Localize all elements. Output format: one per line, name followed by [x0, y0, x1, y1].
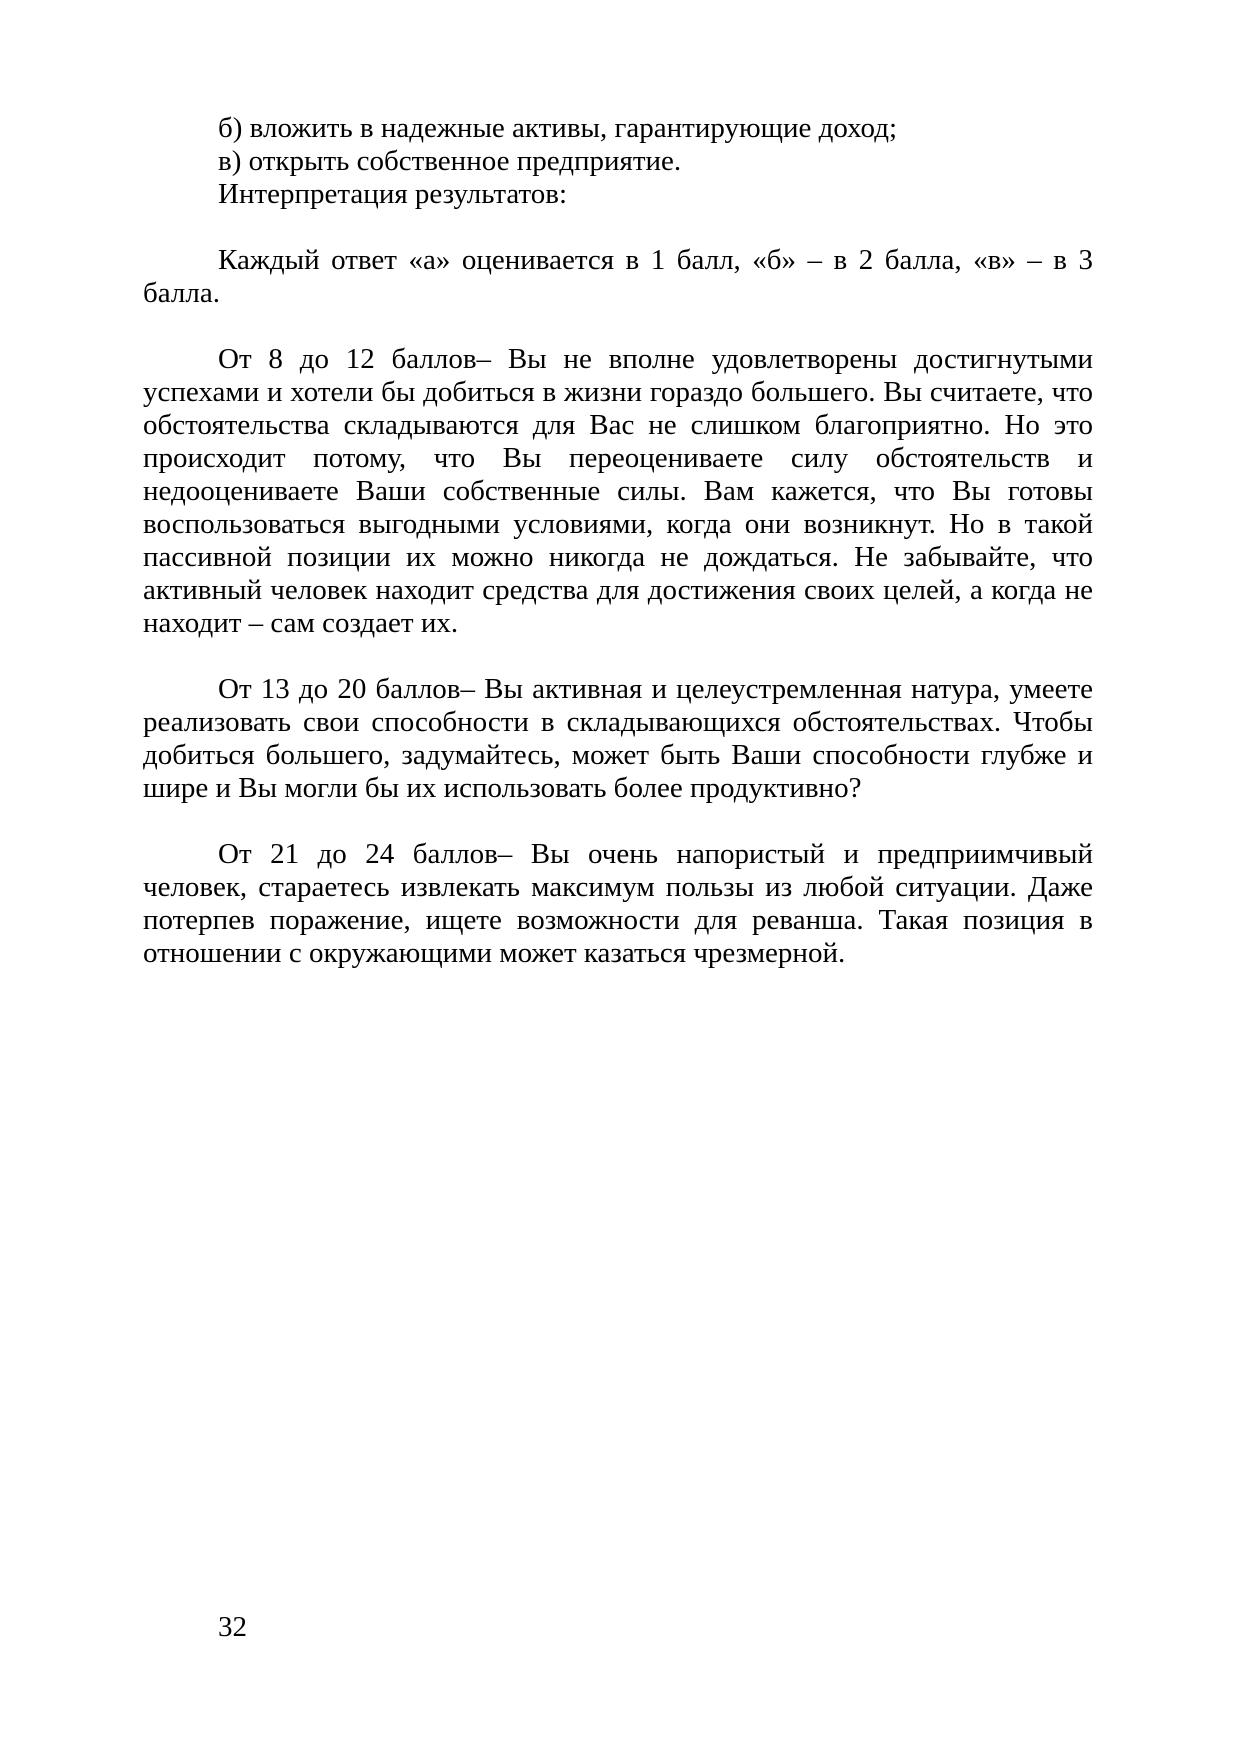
- page-number: 32: [218, 1611, 247, 1643]
- interpretation-heading: Интерпретация результатов:: [218, 178, 568, 210]
- paragraph-score-13-20: От 13 до 20 баллов– Вы активная и целеустремленная натура, умеете реализовать свои способности в складывающихся обстоятельствах. Чтобы добиться большего, задумайтесь, может быть Ваши способности глубже и шире и Вы могли бы их использовать более продуктивно?: [143, 673, 1093, 804]
- option-line-v: в) открыть собственное предприятие.: [218, 145, 682, 177]
- paragraph-score-21-24: От 21 до 24 баллов– Вы очень напористый и предприимчивый человек, стараетесь извлекать максимум пользы из любой ситуации. Даже потерпев поражение, ищете возможности для реванша. Такая позиция в отношении с окружающими может казаться чрезмерной.: [143, 838, 1093, 969]
- option-line-b: б) вложить в надежные активы, гарантирующие доход;: [218, 112, 898, 144]
- page-body-text: [143, 112, 1093, 970]
- paragraph-score-8-12: От 8 до 12 баллов– Вы не вполне удовлетворены достигнутыми успехами и хотели бы добиться в жизни гораздо большего. Вы считаете, что обстоятельства складываются для Вас не слишком благоприятно. Но это происходит потому, что Вы переоцениваете силу обстоятельств и недооцениваете Ваши собственные силы. Вам кажется, что Вы готовы воспользоваться выгодными условиями, когда они возникнут. Но в такой пассивной позиции их можно никогда не дождаться. Не забывайте, что активный человек находит средства для достижения своих целей, а когда не находит – сам создает их.: [143, 343, 1093, 639]
- paragraph-scoring-rule: Каждый ответ «а» оценивается в 1 балл, «б» – в 2 балла, «в» – в 3 балла.: [143, 244, 1093, 309]
